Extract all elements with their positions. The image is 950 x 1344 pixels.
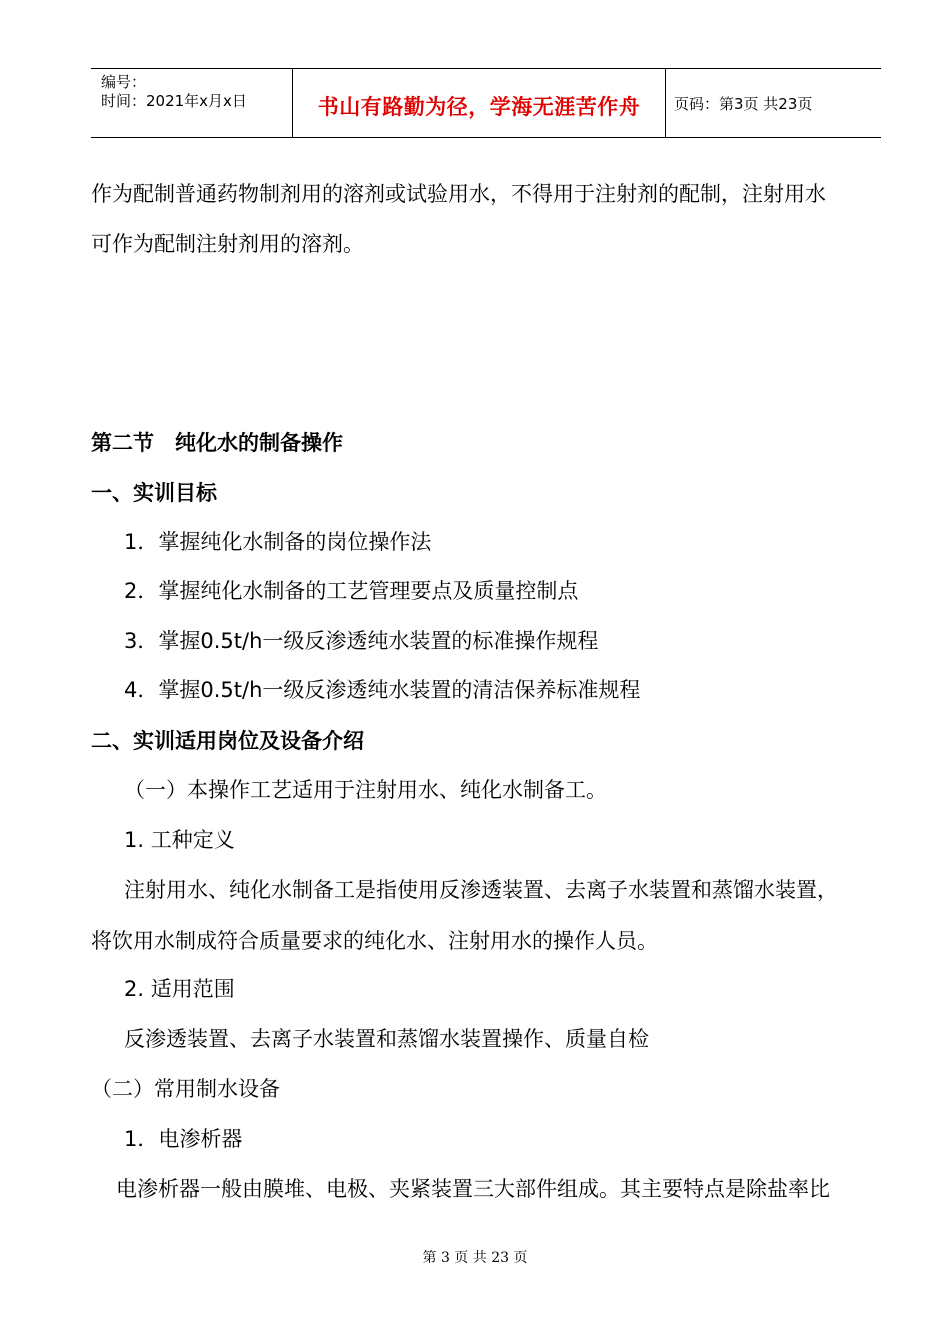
paragraph-line: 注射用水、纯化水制备工是指使用反渗透装置、去离子水装置和蒸馏水装置， bbox=[124, 878, 838, 902]
code-label: 编号： bbox=[101, 73, 147, 91]
page-header bbox=[91, 68, 881, 138]
goal-item: 2．掌握纯化水制备的工艺管理要点及质量控制点 bbox=[124, 579, 579, 603]
subheading: （二）常用制水设备 bbox=[91, 1077, 280, 1101]
header-page-cell bbox=[665, 69, 881, 137]
item-title: 2. 适用范围 bbox=[124, 977, 235, 1001]
goal-item: 4．掌握0.5t/h一级反渗透纯水装置的清洁保养标准规程 bbox=[124, 678, 641, 702]
item-title: 1．电渗析器 bbox=[124, 1127, 243, 1151]
goal-item: 3．掌握0.5t/h一级反渗透纯水装置的标准操作规程 bbox=[124, 629, 599, 653]
goal-item: 1．掌握纯化水制备的岗位操作法 bbox=[124, 530, 432, 554]
heading-goals: 一、实训目标 bbox=[91, 481, 217, 505]
page-footer: 第 3 页 共 23 页 bbox=[422, 1250, 528, 1266]
paragraph-line: 反渗透装置、去离子水装置和蒸馏水装置操作、质量自检 bbox=[124, 1027, 649, 1051]
paragraph-line: 将饮用水制成符合质量要求的纯化水、注射用水的操作人员。 bbox=[91, 929, 658, 953]
paragraph-line: 电渗析器一般由膜堆、电极、夹紧装置三大部件组成。其主要特点是除盐率比 bbox=[116, 1177, 830, 1201]
subheading: （一）本操作工艺适用于注射用水、纯化水制备工。 bbox=[124, 778, 607, 802]
item-title: 1. 工种定义 bbox=[124, 828, 235, 852]
heading-positions: 二、实训适用岗位及设备介绍 bbox=[91, 729, 364, 753]
section-title: 第二节 纯化水的制备操作 bbox=[91, 431, 343, 455]
header-motto-cell bbox=[292, 69, 666, 137]
header-motto: 书山有路勤为径，学海无涯苦作舟 bbox=[317, 95, 641, 119]
paragraph-line: 可作为配制注射剂用的溶剂。 bbox=[91, 232, 364, 256]
time-label: 时间：2021年x月x日 bbox=[101, 92, 247, 110]
header-info-cell bbox=[91, 69, 292, 137]
paragraph-line: 作为配制普通药物制剂用的溶剂或试验用水，不得用于注射剂的配制，注射用水 bbox=[91, 182, 826, 206]
header-page-info: 页码：第3页 共23页 bbox=[674, 95, 813, 113]
